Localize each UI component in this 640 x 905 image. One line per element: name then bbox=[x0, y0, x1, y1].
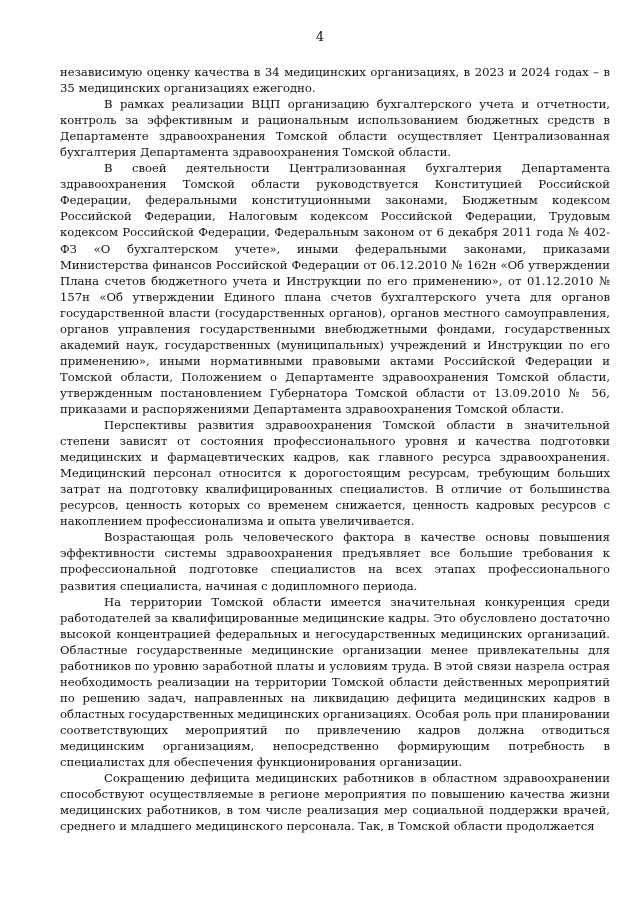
paragraph-continuation: независимую оценку качества в 34 медицинских организациях, в 2023 и 2024 годах – в 35 медицинских организациях ежегодно. bbox=[60, 65, 610, 96]
paragraph-legal-basis: В своей деятельности Централизованная бухгалтерия Департамента здравоохранения Томской области руководствуется Конституцией Российской Федерации, федеральными конституционными законами, Бюджетным кодексом Российской Федерации, Налоговым кодексом Российской Федерации, Трудовым кодексом Российской Федерации, Федеральным законом от 6 декабря 2011 года № 402-ФЗ «О бухгалтерском учете», иными федеральными законами, приказами Министерства финансов Российской Федерации от 06.12.2010 № 162н «Об утверждении Плана счетов бюджетного учета и Инструкции по его применению», от 01.12.2010 № 157н «Об утверждении Единого плана счетов бухгалтерского учета для органов государственной власти (государственных органов), органов местного самоуправления, органов управления государственными внебюджетными фондами, государственных академий наук, государственных (муниципальных) учреждений и Инструкции по его применению», иными нормативными правовыми актами Российской Федерации и Томской области, Положением о Департаменте здравоохранения Томской области, утвержденным постановлением Губернатора Томской области от 13.09.2010 № 56, приказами и распоряжениями Департамента здравоохранения Томской области. bbox=[60, 161, 610, 416]
paragraph-competition: На территории Томской области имеется значительная конкуренция среди работодателей за квалифицированные медицинские кадры. Это обусловлено достаточно высокой концентрацией федеральных и негосударственных медицинских организаций. Областные государственные медицинские организации менее привлекательны для работников по уровню заработной платы и условиям труда. В этой связи назрела острая необходимость реализации на территории Томской области действенных мероприятий по решению задач, направленных на ликвидацию дефицита медицинских кадров в областных государственных медицинских организациях. Особая роль при планировании соответствующих мероприятий по привлечению кадров должна отводиться медицинским организациям, непосредственно формирующим потребность в специалистах для обеспечения функционирования организации. bbox=[60, 594, 610, 770]
paragraph-staff-shortage: Сокращению дефицита медицинских работников в областном здравоохранении способствуют осуществляемые в регионе мероприятия по повышению качества жизни медицинских работников, в том числе реализация мер социальной поддержки врачей, среднего и младшего медицинского персонала. Так, в Томской области продолжается bbox=[60, 771, 610, 834]
paragraph-accounting-organization: В рамках реализации ВЦП организацию бухгалтерского учета и отчетности, контроль за эффективным и рациональным использованием бюджетных средств в Департаменте здравоохранения Томской области осуществляет Централизованная бухгалтерия Департамента здравоохранения Томской области. bbox=[60, 97, 610, 160]
body-text bbox=[60, 64, 610, 834]
paragraph-human-factor: Возрастающая роль человеческого фактора в качестве основы повышения эффективности системы здравоохранения предъявляет все большие требования к профессиональной подготовке специалистов на всех этапах профессионального развития специалиста, начиная с додипломного периода. bbox=[60, 530, 610, 593]
page-number: 4 bbox=[315, 30, 325, 45]
paragraph-development-prospects: Перспективы развития здравоохранения Томской области в значительной степени зависят от состояния профессионального уровня и качества подготовки медицинских и фармацевтических кадров, как главного ресурса здравоохранения. Медицинский персонал относится к дорогостоящим ресурсам, требующим больших затрат на подготовку квалифицированных специалистов. В отличие от большинства ресурсов, ценность которых со временем снижается, ценность кадровых ресурсов с накоплением профессионализма и опыта увеличивается. bbox=[60, 418, 610, 529]
